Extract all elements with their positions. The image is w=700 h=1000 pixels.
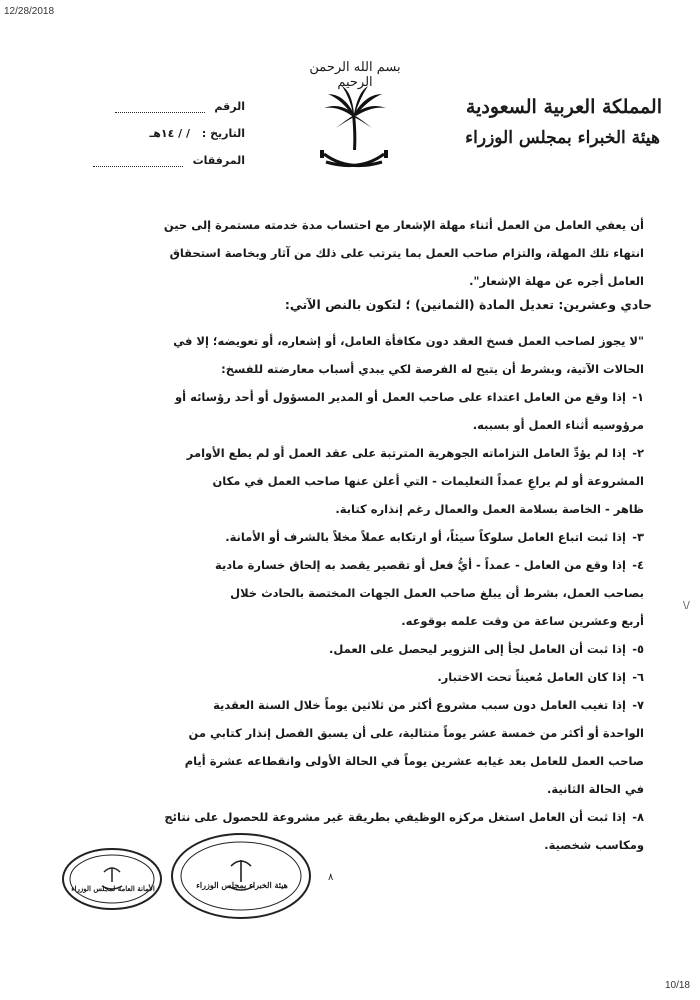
- text-line: ظاهر - الخاصة بسلامة العمل والعمال رغم إنذاره كتابة.: [335, 502, 644, 516]
- text-line: إذا كان العامل مُعيناً تحت الاختبار.: [437, 670, 626, 684]
- date-field: [149, 127, 245, 140]
- item-number: ٥-: [632, 642, 644, 656]
- list-item: [34, 663, 644, 691]
- text-line: إذا لم يؤدِّ العامل التزاماته الجوهرية المترتبة على عقد العمل أو لم يطع الأوامر: [186, 446, 626, 460]
- kingdom-title: المملكة العربية السعودية: [465, 96, 662, 118]
- text-line: إذا تغيب العامل دون سبب مشروع أكثر من ثلاثين يوماً خلال السنة العقدية: [213, 698, 626, 712]
- text-line: الحالات الآتية، وبشرط أن يتيح له الفرصة لكي يبدي أسباب معارضته للفسخ:: [221, 362, 644, 376]
- date-value: / / ١٤هـ: [149, 127, 191, 140]
- text-line: في الحالة الثانية.: [547, 782, 644, 796]
- article-preamble: [34, 327, 644, 383]
- saudi-emblem-icon: [318, 84, 390, 176]
- text-line: العامل أجره عن مهلة الإشعار".: [469, 274, 644, 288]
- seal-small-text: الأمانة العامة لمجلس الوزراء: [71, 884, 155, 893]
- item-number: ٧-: [632, 698, 644, 712]
- item-number: ٤-: [632, 558, 644, 572]
- seal-large-stamp: [168, 830, 314, 922]
- item-number: ٦-: [632, 670, 644, 684]
- text-line: أن يعفي العامل من العمل أثناء مهلة الإشعار مع احتساب مدة خدمته مستمرة إلى حين: [163, 218, 644, 232]
- item-number: ٨-: [632, 810, 644, 824]
- agency-title: هيئة الخبراء بمجلس الوزراء: [465, 128, 660, 148]
- list-item: [34, 439, 644, 523]
- text-line: إذا وقع من العامل اعتداء على صاحب العمل أو المدير المسؤول أو أحد رؤسائه أو: [175, 390, 626, 404]
- list-item: [34, 635, 644, 663]
- intro-paragraph: [34, 211, 644, 295]
- basmala: بسم الله الرحمن الرحيم: [309, 60, 401, 90]
- list-item: [34, 383, 644, 439]
- page-mark: ٨: [328, 872, 334, 883]
- article-heading: حادي وعشرين: تعديل المادة (الثمانين) ؛ لتكون بالنص الآتي:: [284, 297, 652, 312]
- text-line: "لا يجوز لصاحب العمل فسخ العقد دون مكافأة العامل، أو إشعاره، أو تعويضه؛ إلا في: [173, 334, 644, 348]
- reference-number-field: [115, 100, 245, 113]
- page-number: 10/18: [664, 980, 690, 991]
- attachments-line: [93, 156, 183, 167]
- item-number: ٣-: [632, 530, 644, 544]
- margin-mark-icon: \/: [683, 600, 690, 611]
- item-number: ١-: [632, 390, 644, 404]
- text-line: الواحدة أو أكثر من خمسة عشر يوماً متتالية، على أن يسبق الفصل إنذار كتابي من: [188, 726, 644, 740]
- seal-small-stamp: [60, 846, 164, 912]
- text-line: إذا ثبت أن العامل لجأ إلى التزوير ليحصل على العمل.: [329, 642, 626, 656]
- date-label: التاريخ :: [201, 127, 245, 140]
- text-line: إذا وقع من العامل - عمداً - أيُّ فعل أو تقصير يقصد به إلحاق خسارة مادية: [214, 558, 626, 572]
- reference-number-label: الرقم: [214, 100, 245, 113]
- article-items: [34, 327, 644, 859]
- list-item: [34, 551, 644, 635]
- attachments-field: [93, 154, 245, 167]
- attachments-label: المرفقات: [192, 154, 245, 167]
- text-line: انتهاء تلك المهلة، والتزام صاحب العمل بما يترتب على ذلك من آثار وبخاصة استحقاق: [169, 246, 644, 260]
- print-date: 12/28/2018: [4, 6, 55, 17]
- item-number: ٢-: [632, 446, 644, 460]
- text-line: المشروعة أو لم يراعِ عمداً التعليمات - التي أعلن عنها صاحب العمل في مكان: [212, 474, 644, 488]
- text-line: مرؤوسيه أثناء العمل أو بسببه.: [472, 418, 644, 432]
- text-line: ومكاسب شخصية.: [544, 838, 644, 852]
- reference-number-line: [115, 102, 205, 113]
- text-line: إذا ثبت أن العامل استغل مركزه الوظيفي بطريقة غير مشروعة للحصول على نتائج: [164, 810, 626, 824]
- seal-large-text: هيئة الخبراء بمجلس الوزراء: [196, 880, 288, 890]
- text-line: صاحب العمل للعامل بعد غيابه عشرين يوماً في الحالة الأولى وانقطاعه عشرة أيام: [184, 754, 644, 768]
- list-item: [34, 523, 644, 551]
- list-item: [34, 691, 644, 803]
- text-line: إذا ثبت اتباع العامل سلوكاً سيئاً، أو ارتكابه عملاً مخلاً بالشرف أو الأمانة.: [225, 530, 626, 544]
- text-line: بصاحب العمل، بشرط أن يبلغ صاحب العمل الجهات المختصة بالحادث خلال: [230, 586, 644, 600]
- text-line: أربع وعشرين ساعة من وقت علمه بوقوعه.: [401, 614, 644, 628]
